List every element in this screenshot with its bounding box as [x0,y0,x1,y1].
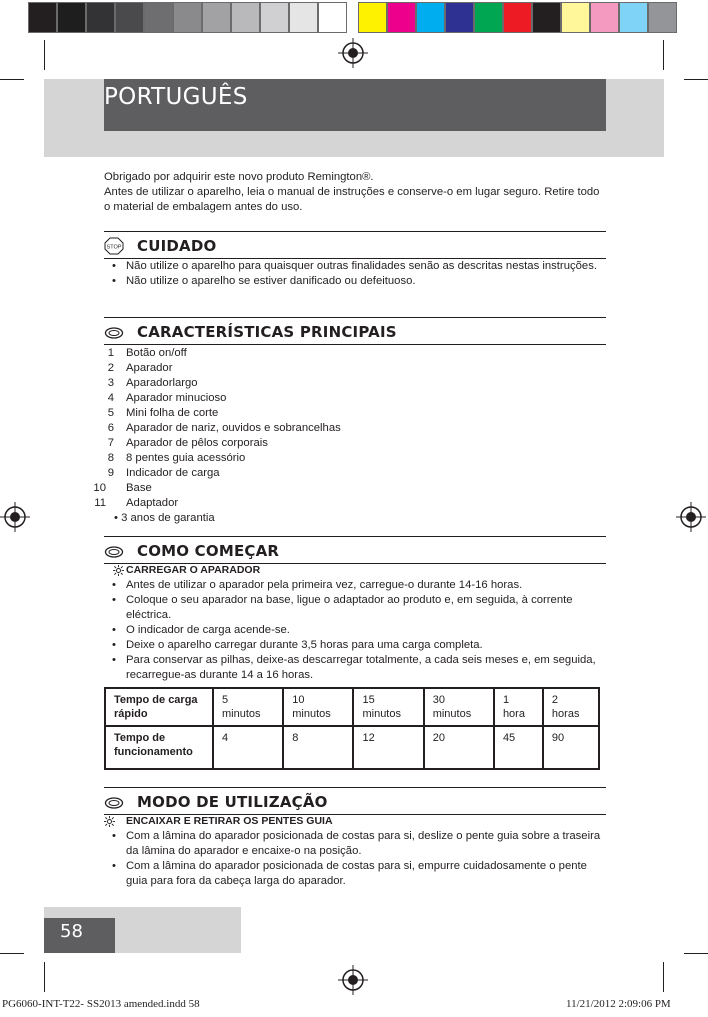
bullet-dot: • [112,275,116,287]
section-title: CUIDADO [137,237,217,255]
table-cell: 15 minutos [353,688,423,726]
list-item-number: 4 [107,392,114,404]
registration-mark-icon [676,502,706,532]
footer-timestamp: 11/21/2012 2:09:06 PM [566,998,671,1010]
table-row-label: Tempo de carga rápido [105,688,213,726]
list-item [104,376,606,391]
list-item-text: O indicador de carga acende-se. [126,624,290,636]
list-item-text: Mini folha de corte [126,407,219,419]
color-swatch [289,2,318,33]
list-item [104,406,606,421]
intro-line: Obrigado por adquirir este novo produto Remington®. [104,171,374,183]
list-item-text: Aparador de pêlos corporais [126,437,268,449]
sun-icon [104,816,115,827]
bullet-dot: • [112,624,116,636]
list-item-text: Aparador [126,362,173,374]
table-row [105,726,599,769]
registration-mark-icon [338,965,368,995]
table-cell: 5 minutos [213,688,283,726]
bullet-dot: • [112,579,116,591]
crop-mark [663,962,664,992]
color-swatch [532,2,561,33]
list-item-text: Aparador minucioso [126,392,227,404]
section-title: COMO COMEÇAR [137,542,280,560]
table-cell: 4 [213,726,283,769]
list-item [104,274,606,289]
list-item-number: 8 [107,452,114,464]
color-swatch [503,2,532,33]
color-swatch [358,2,387,33]
bullet-dot: • [112,830,116,842]
bullet-dot: • [112,639,116,651]
section-title: CARACTERÍSTICAS PRINCIPAIS [137,323,397,341]
color-swatch [590,2,619,33]
color-swatch [561,2,590,33]
list-item-number: 6 [107,422,114,434]
color-swatch [231,2,260,33]
list-item [104,859,606,889]
list-item-text: Com a lâmina do aparador posicionada de costas para si, deslize o pente guia sobre a traseira da lâmina do aparador e encaixe-o na posição. [126,830,601,857]
list-item [94,496,606,511]
list-item-number: 7 [107,437,114,449]
list-item-number: 5 [107,407,114,419]
footer-filename: PG6060-INT-T22- SS2013 amended.indd 58 [2,998,200,1010]
crop-mark [0,79,24,80]
list-item-text: Deixe o aparelho carregar durante 3,5 horas para uma carga completa. [126,639,483,651]
list-item-text: Para conservar as pilhas, deixe-as descarregar totalmente, a cada seis meses e, em seguida, recarregue-as durante 14 a 16 horas. [126,654,596,681]
color-swatch [619,2,648,33]
list-item [104,623,606,638]
crop-mark [0,953,24,954]
list-item-text: Não utilize o aparelho se estiver danificado ou defeituoso. [126,275,416,287]
sun-icon [113,565,124,576]
intro-text [104,170,606,215]
registration-mark-icon [0,502,30,532]
list-item-number: 9 [107,467,114,479]
list-item-text: Aparadorlargo [126,377,198,389]
eye-icon [104,794,124,812]
color-swatch [144,2,173,33]
intro-line: Antes de utilizar o aparelho, leia o manual de instruções e conserve-o em lugar seguro. Retire todo o material de embalagem antes do uso. [104,186,600,213]
list-item [104,346,606,361]
section-header [104,317,606,345]
printer-color-bar [0,2,708,33]
table-cell: 10 minutos [283,688,353,726]
crop-mark [663,40,664,70]
warranty-note: • 3 anos de garantia [114,512,215,524]
features-list [93,346,606,511]
section-caracteristicas [93,317,606,526]
color-swatch [202,2,231,33]
bullet-dot: • [112,860,116,872]
crop-mark [44,40,45,70]
color-swatch [387,2,416,33]
stop-icon-label: STOP [106,244,122,251]
table-cell: 45 [494,726,543,769]
crop-mark [44,962,45,992]
section-header [104,787,606,815]
table-cell: 90 [543,726,599,769]
list-item [104,361,606,376]
list-item-text: Antes de utilizar o aparador pela primeira vez, carregue-o durante 14-16 horas. [126,579,523,591]
list-item-text: Não utilize o aparelho para quaisquer outras finalidades senão as descritas nestas instruções. [126,260,597,272]
subsection-title: CARREGAR O APARADOR [126,564,261,576]
table-row [105,688,599,726]
crop-mark [684,953,708,954]
list-item-text: Botão on/off [126,347,187,359]
color-swatch [57,2,86,33]
list-item [104,421,606,436]
section-cuidado [104,231,606,289]
list-item-number: 10 [93,482,106,494]
color-swatch [648,2,677,33]
table-cell: 1 hora [494,688,543,726]
subsection-header [104,564,606,578]
stop-icon [104,237,124,255]
color-swatch [318,2,347,33]
list-item-number: 11 [94,497,106,509]
registration-mark-icon [338,38,368,68]
list-item-text: Adaptador [126,497,179,509]
list-item-text: Indicador de carga [126,467,220,479]
list-item-text: 8 pentes guia acessório [126,452,246,464]
list-item-number: 2 [107,362,114,374]
eye-icon [104,543,124,561]
color-swatch [474,2,503,33]
color-swatch [445,2,474,33]
section-header [104,536,606,564]
subsection-header [104,815,606,829]
list-item-text: Aparador de nariz, ouvidos e sobrancelhas [126,422,341,434]
list-item [104,391,606,406]
list-item [104,436,606,451]
list-item [104,451,606,466]
color-swatch [416,2,445,33]
table-row-label: Tempo de funcionamento [105,726,213,769]
list-item [104,653,606,683]
bullet-dot: • [112,594,116,606]
color-swatch [173,2,202,33]
subsection-title: ENCAIXAR E RETIRAR OS PENTES GUIA [126,815,333,827]
bullet-dot: • [112,260,116,272]
color-swatch [28,2,57,33]
table-cell: 8 [283,726,353,769]
list-item-text: Coloque o seu aparador na base, ligue o adaptador ao produto e, em seguida, à corrente eléctrica. [126,594,573,621]
list-item-text: Base [126,482,152,494]
list-item [104,829,606,859]
section-comecar [104,536,606,683]
list-item [104,259,606,274]
section-title: MODO DE UTILIZAÇÃO [137,793,328,811]
list-item [104,593,606,623]
color-swatch [86,2,115,33]
table-cell: 12 [353,726,423,769]
section-header [104,231,606,259]
page-number: 58 [60,921,83,942]
list-item [104,466,606,481]
table-cell: 30 minutos [424,688,494,726]
color-swatch [115,2,144,33]
color-swatch [260,2,289,33]
list-item-text: Com a lâmina do aparador posicionada de costas para si, empurre cuidadosamente o pente guia para fora da cabeça larga do aparador. [126,860,587,887]
section-modo [104,787,606,889]
charge-time-table [104,687,600,770]
list-item-number: 1 [107,347,114,359]
crop-mark [684,79,708,80]
table-cell: 20 [424,726,494,769]
page-title: PORTUGUÊS [104,84,248,110]
list-item [93,481,606,496]
list-item [104,638,606,653]
bullet-dot: • [112,654,116,666]
list-item-number: 3 [107,377,114,389]
table-cell: 2 horas [543,688,599,726]
list-item [104,578,606,593]
eye-icon [104,324,124,342]
